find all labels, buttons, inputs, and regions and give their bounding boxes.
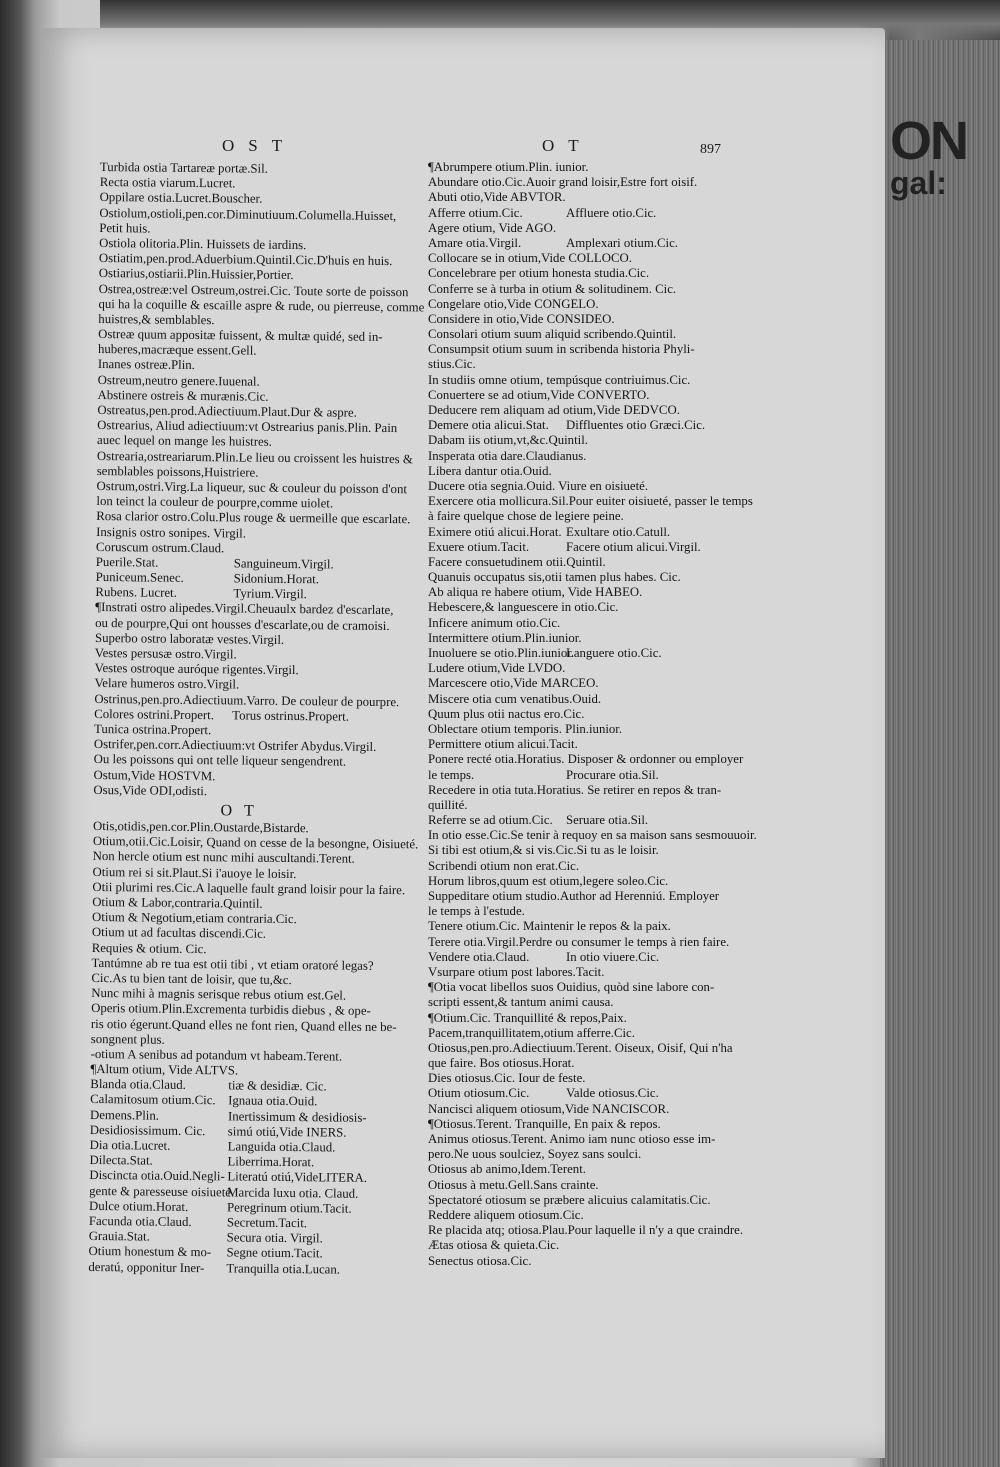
dictionary-line: Concelebrare per otium honesta studia.Cic. <box>428 266 650 281</box>
dictionary-entry: Valde otiosus.Cic. <box>566 1086 659 1101</box>
dictionary-line: Animus otiosus.Terent. Animo iam nunc otioso esse im- <box>428 1132 716 1146</box>
dictionary-line: Exercere otia mollicura.Sil.Pour euiter oisiueté, passer le temps <box>428 494 753 509</box>
dictionary-line: Ostrearia,ostreariarum.Plin.Le lieu ou croissent les huistres & <box>96 448 413 466</box>
dictionary-line: Otium rei si sit.Plaut.Si i'auoye le loisir. <box>92 864 297 881</box>
dictionary-line: Intermittere otium.Plin.iunior. <box>428 630 582 645</box>
dictionary-line: Conferre se à turba in otium & solitudinem. Cic. <box>428 281 677 296</box>
dictionary-line: lon teinct la couleur de pourpre,comme uiolet. <box>96 494 334 511</box>
dictionary-entry: Literatú otiú,VideLITERA. <box>227 1169 368 1186</box>
page-number: 897 <box>700 142 721 157</box>
dictionary-line: ou de pourpre,Qui ont housses d'escarlate,ou de cramoisi. <box>95 615 390 633</box>
dictionary-entry: Dulce otium.Horat. <box>88 1198 189 1214</box>
dictionary-line: Ludere otium,Vide LVDO. <box>428 661 566 676</box>
dictionary-entry: Languere otio.Cic. <box>566 646 662 660</box>
dictionary-line: stius.Cic. <box>428 357 476 372</box>
dictionary-line: Ostreæ quum appositæ fuissent, & multæ quidé, sed in- <box>98 327 383 345</box>
dictionary-line: Quum plus otii nactus ero.Cic. <box>428 706 585 721</box>
dictionary-line: Vestes ostroque auróque rigentes.Virgil. <box>94 661 299 678</box>
dictionary-line: le temps à l'estude. <box>428 904 525 919</box>
dictionary-line: huistres,& semblables. <box>98 311 215 328</box>
dictionary-line: Abuti otio,Vide ABVTOR. <box>428 190 566 205</box>
dictionary-line: à faire quelque chose de legiere peine. <box>428 509 624 524</box>
dictionary-line: Non hercle otium est nunc mihi auscultandi.Terent. <box>92 849 355 867</box>
dictionary-line: Ostrifer,pen.corr.Adiectiuum:vt Ostrifer Abydus.Virgil. <box>93 737 377 755</box>
dictionary-entry: Torus ostrinus.Propert. <box>232 708 350 724</box>
dictionary-line: Reddere aliquem otiosum.Cic. <box>428 1207 584 1222</box>
dictionary-line: Ætas otiosa & quieta.Cic. <box>428 1238 560 1253</box>
dictionary-line: Ou les poissons qui ont telle liqueur sengendrent. <box>93 752 347 769</box>
dictionary-line: Inficere animum otio.Cic. <box>428 615 561 630</box>
dictionary-line: Otiosus à metu.Gell.Sans crainte. <box>428 1177 599 1192</box>
dictionary-line: Deducere rem aliquam ad otium,Vide DEDVCO. <box>428 403 680 417</box>
dictionary-entry: Afferre otium.Cic. <box>428 205 523 220</box>
right-column <box>428 160 757 1269</box>
dictionary-line: Otium & Negotium,etiam contraria.Cic. <box>91 910 297 927</box>
dictionary-line <box>428 768 728 783</box>
dictionary-line <box>428 950 728 965</box>
dictionary-line: Re placida atq; otiosa.Plau.Pour laquelle il n'y a que craindre. <box>428 1223 744 1238</box>
dictionary-line: ¶Abrumpere otium.Plin. iunior. <box>428 160 589 174</box>
dictionary-line: Ostrum,ostri.Virg.La liqueur, suc & couleur du poisson d'ont <box>96 478 408 497</box>
dictionary-line: songnent plus. <box>90 1031 165 1047</box>
dictionary-line: Insperata otia dare.Claudianus. <box>428 448 587 463</box>
dictionary-entry: Demens.Plin. <box>89 1107 160 1123</box>
dictionary-entry: Blanda otia.Claud. <box>90 1077 186 1093</box>
dictionary-entry: Referre se ad otium.Cic. <box>428 813 553 828</box>
running-header-right: OT <box>542 136 593 155</box>
dictionary-entry: Rubens. Lucret. <box>95 585 177 601</box>
dictionary-line: Insignis ostro sonipes. Virgil. <box>96 524 247 541</box>
dictionary-line: Ostiarius,ostiarii.Plin.Huissier,Portier. <box>98 266 294 283</box>
dictionary-entry: deratú, opponitur Iner- <box>88 1259 205 1275</box>
dictionary-entry: Facunda otia.Claud. <box>88 1213 192 1229</box>
dictionary-entry: Marcida luxu otia. Claud. <box>227 1184 359 1201</box>
dictionary-entry: Tyrium.Virgil. <box>233 586 308 602</box>
dictionary-line: Tenere otium.Cic. Maintenir le repos & la paix. <box>428 919 671 934</box>
dictionary-entry: Otium honestum & mo- <box>88 1244 212 1260</box>
dictionary-line: Otium ut ad facultas discendi.Cic. <box>91 925 267 942</box>
dictionary-line: Congelare otio,Vide CONGELO. <box>428 296 599 311</box>
dictionary-line: Ostum,Vide HOSTVM. <box>93 767 216 783</box>
dictionary-line: qui ha la coquille & escaille aspre & rude, ou pierreuse, comme <box>98 296 425 315</box>
dictionary-line: Superbo ostro laboratæ vestes.Virgil. <box>94 630 285 647</box>
dictionary-line: pero.Ne uous soulciez, Soyez sans soulci. <box>428 1147 642 1162</box>
dictionary-entry: Exuere otium.Tacit. <box>428 539 530 554</box>
dictionary-line: Otiosus ab animo,Idem.Terent. <box>428 1162 586 1177</box>
dictionary-line: Rosa clarior ostro.Colu.Plus rouge & uermeille que escarlate. <box>96 509 411 527</box>
edge-label-text-2: gal: <box>890 165 947 201</box>
dictionary-line: ¶Otium.Cic. Tranquillité & repos,Paix. <box>428 1010 627 1025</box>
dictionary-entry: Secura otia. Virgil. <box>226 1230 323 1246</box>
dictionary-line <box>428 525 728 540</box>
dictionary-line <box>428 418 728 433</box>
dictionary-entry: Affluere otio.Cic. <box>566 205 657 220</box>
dictionary-line: Vestes persusæ ostro.Virgil. <box>94 645 237 662</box>
dictionary-entry: simú otiú,Vide INERS. <box>227 1124 347 1140</box>
dictionary-entry: Vendere otia.Claud. <box>428 949 530 964</box>
dictionary-line: Vsurpare otium post labores.Tacit. <box>428 964 605 979</box>
dictionary-line: Nunc mihi à magnis serisque rebus otium est.Gel. <box>91 986 347 1003</box>
dictionary-line: Requies & otium. Cic. <box>91 940 207 956</box>
dictionary-line: Ducere otia segnia.Ouid. Viure en oisiueté. <box>428 478 649 493</box>
dictionary-line <box>428 813 728 828</box>
dictionary-line: Suppeditare otium studio.Author ad Herenniú. Employer <box>428 889 720 903</box>
dictionary-entry: Exultare otio.Catull. <box>566 524 671 539</box>
dictionary-line: Coruscum ostrum.Claud. <box>95 539 225 556</box>
dictionary-line: Cic.As tu bien tant de loisir, que tu,&c. <box>91 970 292 987</box>
dictionary-entry: Puerile.Stat. <box>95 554 159 570</box>
dictionary-entry: Peregrinum otium.Tacit. <box>226 1200 352 1216</box>
dictionary-line: Turbida ostia Tartareæ portæ.Sil. <box>99 160 268 176</box>
dictionary-entry: Languida otia.Claud. <box>227 1139 336 1155</box>
dictionary-line: Si tibi est otium,& si vis.Cic.Si tu as le loisir. <box>428 843 659 858</box>
dictionary-entry: Segne otium.Tacit. <box>226 1245 323 1261</box>
dictionary-line: Facere consuetudinem otii.Quintil. <box>428 554 606 569</box>
page-edge-stack <box>880 40 1000 1467</box>
dictionary-line: ¶Instrati ostro alipedes.Virgil.Cheuaulx bardez d'escarlate, <box>95 600 394 618</box>
dictionary-entry: Sidonium.Horat. <box>233 571 320 587</box>
dictionary-line: ¶Altum otium, Vide ALTVS. <box>90 1062 239 1078</box>
dictionary-line: Ponere recté otia.Horatius. Disposer & ordonner ou employer <box>428 752 744 767</box>
dictionary-entry: Facere otium alicui.Virgil. <box>566 539 701 554</box>
dictionary-line: ¶Otiosus.Terent. Tranquille, En paix & repos. <box>428 1116 661 1131</box>
dictionary-entry: Otium otiosum.Cic. <box>428 1086 530 1101</box>
dictionary-entry: Tranquilla otia.Lucan. <box>226 1260 341 1277</box>
dictionary-entry: Ignaua otia.Ouid. <box>228 1093 318 1109</box>
running-header-left: OST <box>222 136 297 155</box>
dictionary-line: Scribendi otium non erat.Cic. <box>428 858 580 873</box>
dictionary-line: Horum libros,quum est otium,legere soleo.Cic. <box>428 873 669 888</box>
dictionary-line: Ab aliqua re habere otium, Vide HABEO. <box>428 585 643 600</box>
dictionary-line: Inanes ostreæ.Plin. <box>97 357 195 373</box>
dictionary-line: Petit huis. <box>99 220 151 236</box>
dictionary-entry: Sanguineum.Virgil. <box>233 556 334 572</box>
dictionary-line: Collocare se in otium,Vide COLLOCO. <box>428 251 632 266</box>
dictionary-line: que faire. Bos otiosus.Horat. <box>428 1056 575 1071</box>
dictionary-entry: Puniceum.Senec. <box>95 570 184 585</box>
dictionary-entry: Grauia.Stat. <box>88 1229 150 1244</box>
dictionary-line: Abundare otio.Cic.Auoir grand loisir,Estre fort oisif. <box>428 175 698 190</box>
dictionary-entry: Seruare otia.Sil. <box>566 813 649 828</box>
dictionary-line: Ostiolum,ostioli,pen.cor.Diminutiuum.Columella.Huisset, <box>99 205 397 223</box>
dictionary-line <box>428 236 728 251</box>
dictionary-line: Velare humeros ostro.Virgil. <box>94 676 240 692</box>
dictionary-line: Conuertere se ad otium,Vide CONVERTO. <box>428 387 650 402</box>
dictionary-line: Oblectare otium temporis. Plin.iunior. <box>428 721 623 736</box>
dictionary-line: Recta ostia viarum.Lucret. <box>99 175 236 191</box>
dictionary-line: Otii plurimi res.Cic.A laquelle fault grand loisir pour la faire. <box>92 879 406 898</box>
dictionary-line: semblables poissons,Huistriere. <box>96 463 259 480</box>
dictionary-line: Miscere otia cum venatibus.Ouid. <box>428 691 602 706</box>
dictionary-line: Otium,otii.Cic.Loisir, Quand on cesse de la besongne, Oisiueté. <box>92 834 419 852</box>
dictionary-line: Permittere otium alicui.Tacit. <box>428 737 578 752</box>
dictionary-line: Recedere in otia tuta.Horatius. Se retirer en repos & tran- <box>428 782 722 797</box>
dictionary-line: Ostreum,neutro genere.Iuuenal. <box>97 372 260 389</box>
dictionary-line: quillité. <box>428 797 468 812</box>
dictionary-entry: Desidiosissimum. Cic. <box>89 1122 206 1138</box>
dictionary-entry: Liberrima.Horat. <box>227 1154 315 1170</box>
dictionary-line: Quanuis occupatus sis,otii tamen plus habes. Cic. <box>428 570 681 585</box>
dictionary-line: Consolari otium suum aliquid scribendo.Quintil. <box>428 327 677 342</box>
dictionary-line: Agere otium, Vide AGO. <box>428 220 557 235</box>
dictionary-line <box>428 646 728 661</box>
dictionary-line: Pacem,tranquillitatem,otium afferre.Cic. <box>428 1025 635 1040</box>
dictionary-line: In otio esse.Cic.Se tenir à requoy en sa maison sans sesmouuoir. <box>428 828 757 843</box>
dictionary-line <box>88 1259 388 1277</box>
dictionary-line: Ostiola olitoria.Plin. Huissets de iardins. <box>99 235 307 253</box>
dictionary-line: Otiosus,pen.pro.Adiectiuum.Terent. Oiseux, Oisif, Qui n'ha <box>428 1040 733 1055</box>
dictionary-line: huberes,macræque essent.Gell. <box>97 342 257 358</box>
dictionary-entry: gente & paresseuse oisiueté. <box>89 1183 235 1200</box>
dictionary-line: ris otio égerunt.Quand elles ne font rien, Quand elles ne be- <box>90 1016 397 1034</box>
dictionary-line <box>428 540 728 555</box>
dictionary-line: Ostreatus,pen.prod.Adiectiuum.Plaut.Dur & aspre. <box>97 402 357 420</box>
dictionary-line: Spectatoré otiosum se præbere alicuius calamitatis.Cic. <box>428 1192 711 1207</box>
dictionary-line: Ostrea,ostreæ:vel Ostreum,ostrei.Cic. Toute sorte de poisson <box>98 281 409 299</box>
dictionary-line: Ostiatim,pen.prod.Aduerbium.Quintil.Cic.D'huis en huis. <box>98 251 393 269</box>
dictionary-entry: In otio viuere.Cic. <box>566 949 660 964</box>
dictionary-line: Consumpsit otium suum in scribenda historia Phyli- <box>428 342 695 357</box>
dictionary-entry: Amplexari otium.Cic. <box>566 235 678 250</box>
dictionary-line: Tunica ostrina.Propert. <box>93 721 212 738</box>
dictionary-line: Senectus otiosa.Cic. <box>428 1253 532 1268</box>
dictionary-line: Libera dantur otia.Ouid. <box>428 463 552 478</box>
dictionary-line: auec lequel on mange les huistres. <box>96 433 272 450</box>
dictionary-entry: Colores ostrini.Propert. <box>94 706 215 722</box>
dictionary-line: Marcescere otio,Vide MARCEO. <box>428 676 599 691</box>
dictionary-line: Otis,otidis,pen.cor.Plin.Oustarde,Bistarde. <box>92 819 309 836</box>
dictionary-line: Tantúmne ab re tua est otii tibi , vt etiam oratoré legas? <box>91 955 374 973</box>
dictionary-line: Oppilare ostia.Lucret.Bouscher. <box>99 190 263 207</box>
dictionary-line: Ostrearius, Aliud adiectiuum:vt Ostrearius panis.Plin. Pain <box>97 418 398 436</box>
dictionary-entry: Diffluentes otio Græci.Cic. <box>566 418 706 433</box>
dictionary-entry: Demere otia alicui.Stat. <box>428 418 549 433</box>
dictionary-line <box>428 206 728 221</box>
edge-label-text: ON <box>890 111 967 171</box>
dictionary-line: Hebescere,& languescere in otio.Cic. <box>428 600 619 615</box>
dictionary-entry: Discincta otia.Ouid.Negli- <box>89 1168 225 1184</box>
dictionary-line: Dies otiosus.Cic. Iour de feste. <box>428 1071 586 1086</box>
dictionary-entry: Inertissimum & desidiosis- <box>227 1109 367 1125</box>
dictionary-entry: Calamitosum otium.Cic. <box>90 1092 216 1108</box>
dictionary-line <box>428 1086 728 1101</box>
dictionary-entry: Procurare otia.Sil. <box>566 767 659 782</box>
dictionary-entry: Secretum.Tacit. <box>226 1215 308 1231</box>
dictionary-entry: Dilecta.Stat. <box>89 1153 153 1168</box>
dictionary-line: Operis otium.Plin.Excrementa turbidis diebus , & ope- <box>91 1001 371 1019</box>
dictionary-line: Otium & Labor,contraria.Quintil. <box>92 894 263 911</box>
dictionary-line: -otium A senibus ad potandum vt habeam.Terent. <box>90 1046 343 1064</box>
dictionary-line: Dabam iis otium,vt,&c.Quintil. <box>428 433 588 448</box>
dictionary-line: Terere otia.Virgil.Perdre ou consumer le temps à rien faire. <box>428 934 730 949</box>
dictionary-line: Considere in otio,Vide CONSIDEO. <box>428 311 615 326</box>
dictionary-entry: le temps. <box>428 767 475 782</box>
dictionary-line: scripti essent,& tantum animi causa. <box>428 995 614 1010</box>
dictionary-line: ¶Otia vocat libellos suos Ouidius, quòd sine labore con- <box>428 980 715 995</box>
left-column <box>88 160 425 1278</box>
section-heading: OT <box>220 802 266 820</box>
dictionary-entry: Dia otia.Lucret. <box>89 1137 171 1153</box>
dictionary-line: In studiis omne otium, tempúsque contriuimus.Cic. <box>428 372 691 387</box>
dictionary-entry: Amare otia.Virgil. <box>428 235 522 250</box>
dictionary-line: Ostrinus,pen.pro.Adiectiuum.Varro. De couleur de pourpre. <box>94 691 400 709</box>
dictionary-line: Nancisci aliquem otiosum,Vide NANCISCOR. <box>428 1101 670 1116</box>
dictionary-entry: Eximere otiú alicui.Horat. <box>428 524 562 539</box>
dictionary-entry: Inuoluere se otio.Plin.iunior. <box>428 646 575 660</box>
dictionary-line: Osus,Vide ODI,odisti. <box>93 782 208 798</box>
dictionary-entry: tiæ & desidiæ. Cic. <box>228 1078 327 1094</box>
dictionary-line: Abstinere ostreis & murænis.Cic. <box>97 387 269 404</box>
